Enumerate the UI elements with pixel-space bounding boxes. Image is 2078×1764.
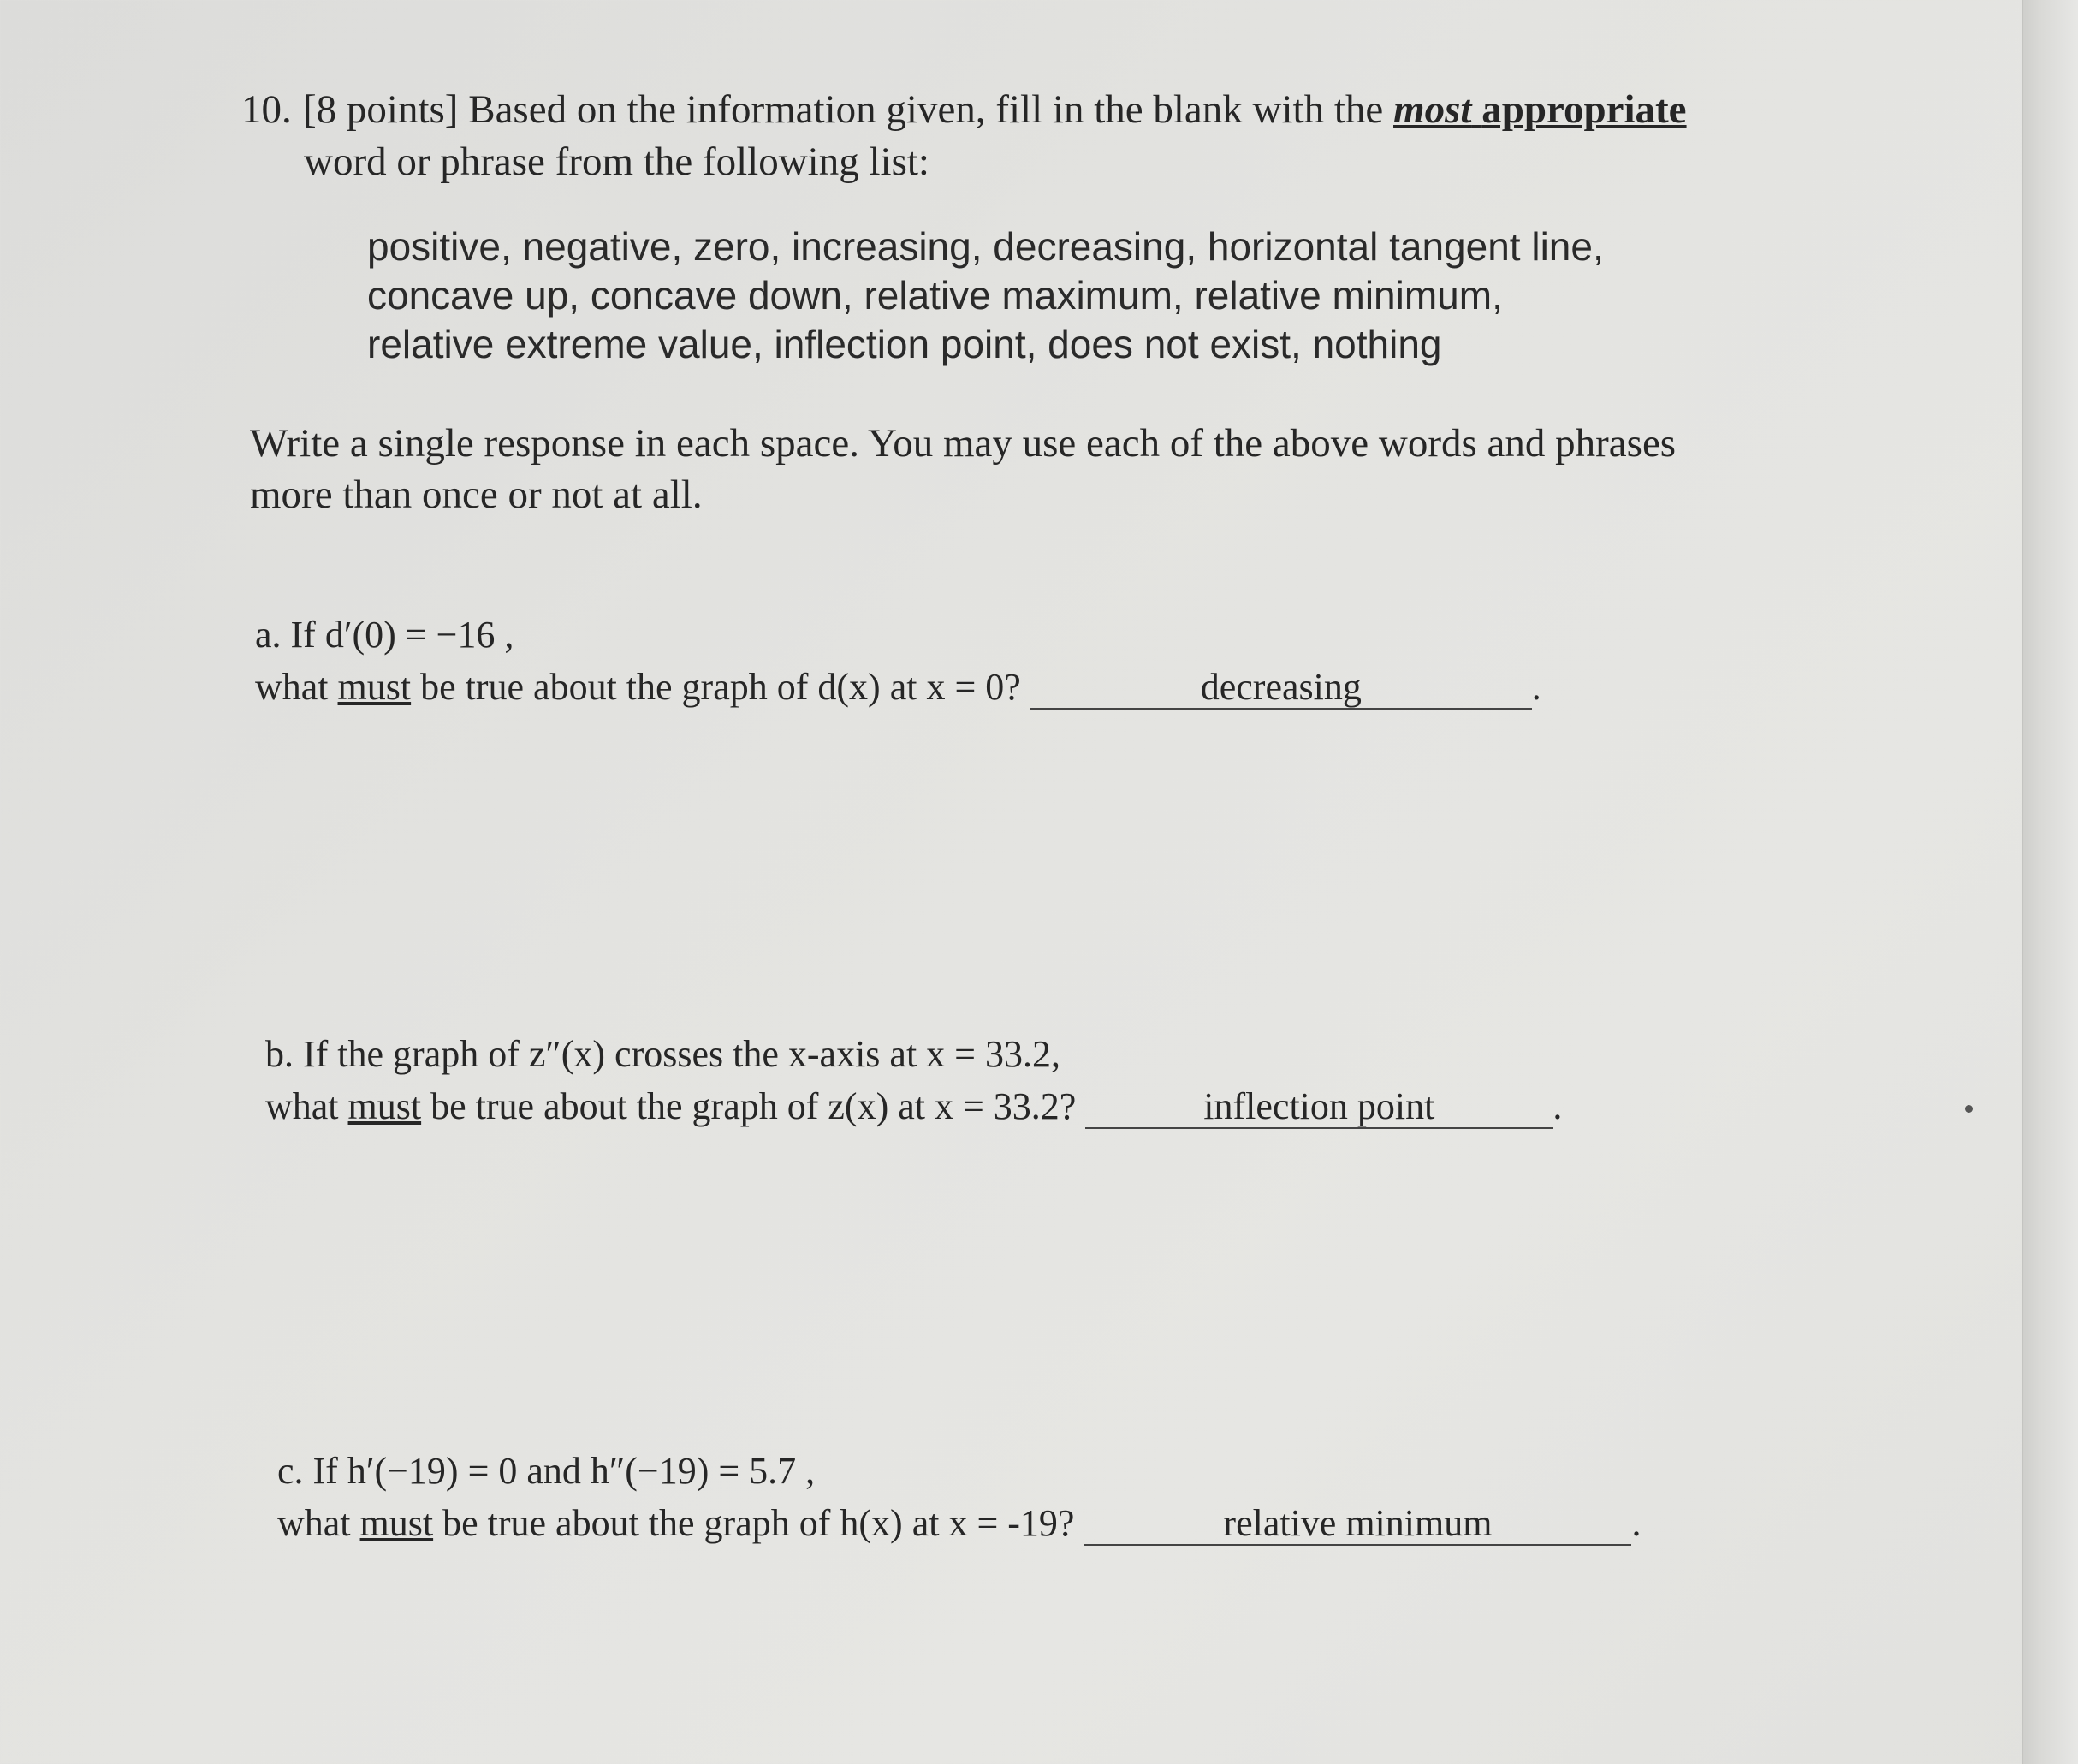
answer-blank[interactable] [1085, 1086, 1553, 1129]
question-number: 10. [241, 87, 292, 132]
part-condition: If h′(−19) = 0 and h″(−19) = 5.7 , [312, 1450, 816, 1492]
answer-blank[interactable] [1084, 1503, 1631, 1546]
answer-text: decreasing [1200, 666, 1362, 708]
period: . [1631, 1502, 1642, 1544]
part-condition: If the graph of z″(x) crosses the x-axis at x = 33.2, [303, 1033, 1060, 1075]
answer-text: inflection point [1203, 1085, 1435, 1127]
word-list-line: positive, negative, zero, increasing, decreasing, horizontal tangent line, [367, 224, 1604, 269]
must-text: must [359, 1502, 434, 1544]
part-condition: If d′(0) = −16 , [290, 614, 514, 656]
question-prompt-end: word or phrase from the following list: [304, 140, 929, 184]
must-text: must [347, 1085, 422, 1127]
question-header [241, 84, 1687, 188]
paper-mark [1965, 1105, 1973, 1113]
part-a [255, 609, 1541, 713]
answer-blank[interactable] [1030, 667, 1532, 710]
part-question-start: what [255, 666, 329, 708]
word-list-line: relative extreme value, inflection point, does not exist, nothing [367, 322, 1442, 366]
part-label: a. [255, 614, 282, 656]
page-edge [2022, 0, 2078, 1764]
part-label: b. [265, 1033, 294, 1075]
part-label: c. [277, 1450, 304, 1492]
period: . [1531, 666, 1541, 708]
answer-text: relative minimum [1223, 1502, 1493, 1544]
instructions [250, 418, 1676, 520]
part-question-end: be true about the graph of h(x) at x = -19? [442, 1502, 1075, 1544]
word-list-line: concave up, concave down, relative maximum, relative minimum, [367, 273, 1503, 318]
period: . [1553, 1085, 1563, 1127]
part-question-start: what [265, 1085, 339, 1127]
question-points: [8 points] [303, 87, 459, 132]
instructions-line: more than once or not at all. [250, 472, 703, 517]
question-prompt: Based on the information given, fill in the blank with the [468, 87, 1384, 132]
emphasis-text: most appropriate [1393, 87, 1687, 132]
part-question-end: be true about the graph of z(x) at x = 33.2? [430, 1085, 1077, 1127]
must-text: must [337, 666, 412, 708]
part-question-start: what [277, 1502, 351, 1544]
word-list [367, 223, 1604, 369]
instructions-line: Write a single response in each space. You may use each of the above words and phrases [250, 421, 1677, 466]
part-b [265, 1028, 1562, 1132]
part-question-end: be true about the graph of d(x) at x = 0? [420, 666, 1021, 708]
part-c [277, 1445, 1641, 1549]
